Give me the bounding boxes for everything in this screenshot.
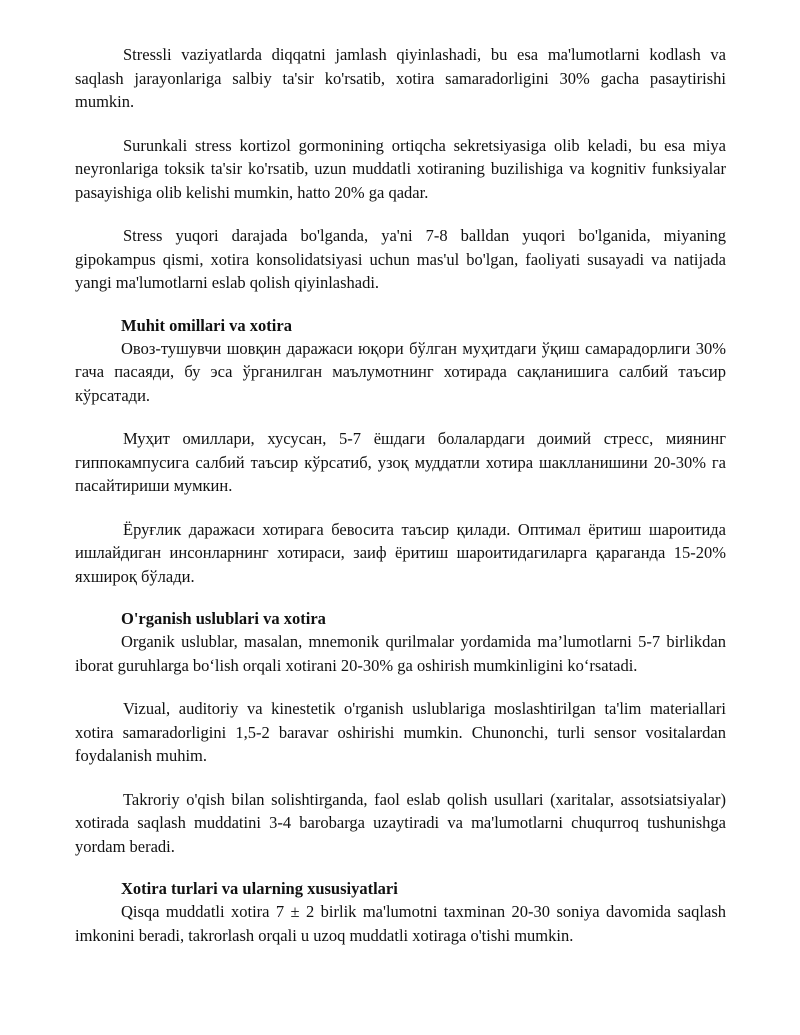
heading-environment: Muhit omillari va xotira [121,315,292,335]
paragraph-short-term-memory: Qisqa muddatli xotira 7 ± 2 birlik ma'lumotni taxminan 20-30 soniya davomida saqlash imkonini beradi, takrorlash orqali u uzoq muddatli xotiraga o'tishi mumkin. [75,902,726,945]
heading-memory-types: Xotira turlari va ularning xususiyatlari [121,879,398,898]
paragraph-mnemonic: Organik uslublar, masalan, mnemonik qurilmalar yordamida ma’lumotlarni 5-7 birlikdan iborat guruhlarga bo‘lish orqali xotirani 20-30% ga oshirish mumkinligini ko‘rsatadi. [75,632,726,675]
paragraph-chronic-stress: Surunkali stress kortizol gormonining ortiqcha sekretsiyasiga olib keladi, bu esa miya neyronlariga toksik ta'sir ko'rsatib, uzun muddatli xotiraning buzilishiga va kognitiv funksiyalar pasayishiga olib kelishi mumkin, hatto 20% ga qadar. [75,135,726,202]
heading-learning-styles: O'rganish uslublari va xotira [121,609,326,628]
paragraph-lighting: Ёруғлик даражаси хотирага бевосита таъсир қилади. Оптимал ёритиш шароитида ишлайдиган инсонларнинг хотираси, заиф ёритиш шароитидагиларга қараганда 15-20% яхшироқ бўлади. [75,519,726,586]
paragraph-stress-concentration: Stressli vaziyatlarda diqqatni jamlash qiyinlashadi, bu esa ma'lumotlarni kodlash va saqlash jarayonlariga salbiy ta'sir ko'rsatib, xotira samaradorligini 30% gacha pasaytirishi mumkin. [75,45,726,111]
paragraph-noise: Овоз-тушувчи шовқин даражаси юқори бўлган муҳитдаги ўқиш самарадорлиги 30% гача пасаяди, бу эса ўрганилган маълумотнинг хотирада сақланишига салбий таъсир кўрсатади. [75,338,726,405]
paragraph-high-stress: Stress yuqori darajada bo'lganda, ya'ni 7-8 balldan yuqori bo'lganida, miyaning gipokampus qismi, xotira konsolidatsiyasi uchun mas'ul bo'lgan, faoliyati susayadi va natijada yangi ma'lumotlarni eslab qolish qiyinlashadi. [75,226,726,292]
paragraph-environment-factors: Муҳит омиллари, хусусан, 5-7 ёшдаги болалардаги доимий стресс, миянинг гиппокампусига салбий таъсир кўрсатиб, узоқ муддатли хотира шаклланишини 20-30% га пасайтириши мумкин. [75,429,726,495]
paragraph-learning-materials: Vizual, auditoriy va kinestetik o'rganish uslublariga moslashtirilgan ta'lim materiallari xotira samaradorligini 1,5-2 baravar oshirishi mumkin. Chunonchi, turli sensor vositalardan foydalanish muhim. [75,699,726,765]
paragraph-active-recall: Takroriy o'qish bilan solishtirganda, faol eslab qolish usullari (xaritalar, assotsiatsiyalar) xotirada saqlash muddatini 3-4 barobarga uzaytiradi va ma'lumotlarni chuqurroq tushunishga yordam beradi. [75,789,726,856]
